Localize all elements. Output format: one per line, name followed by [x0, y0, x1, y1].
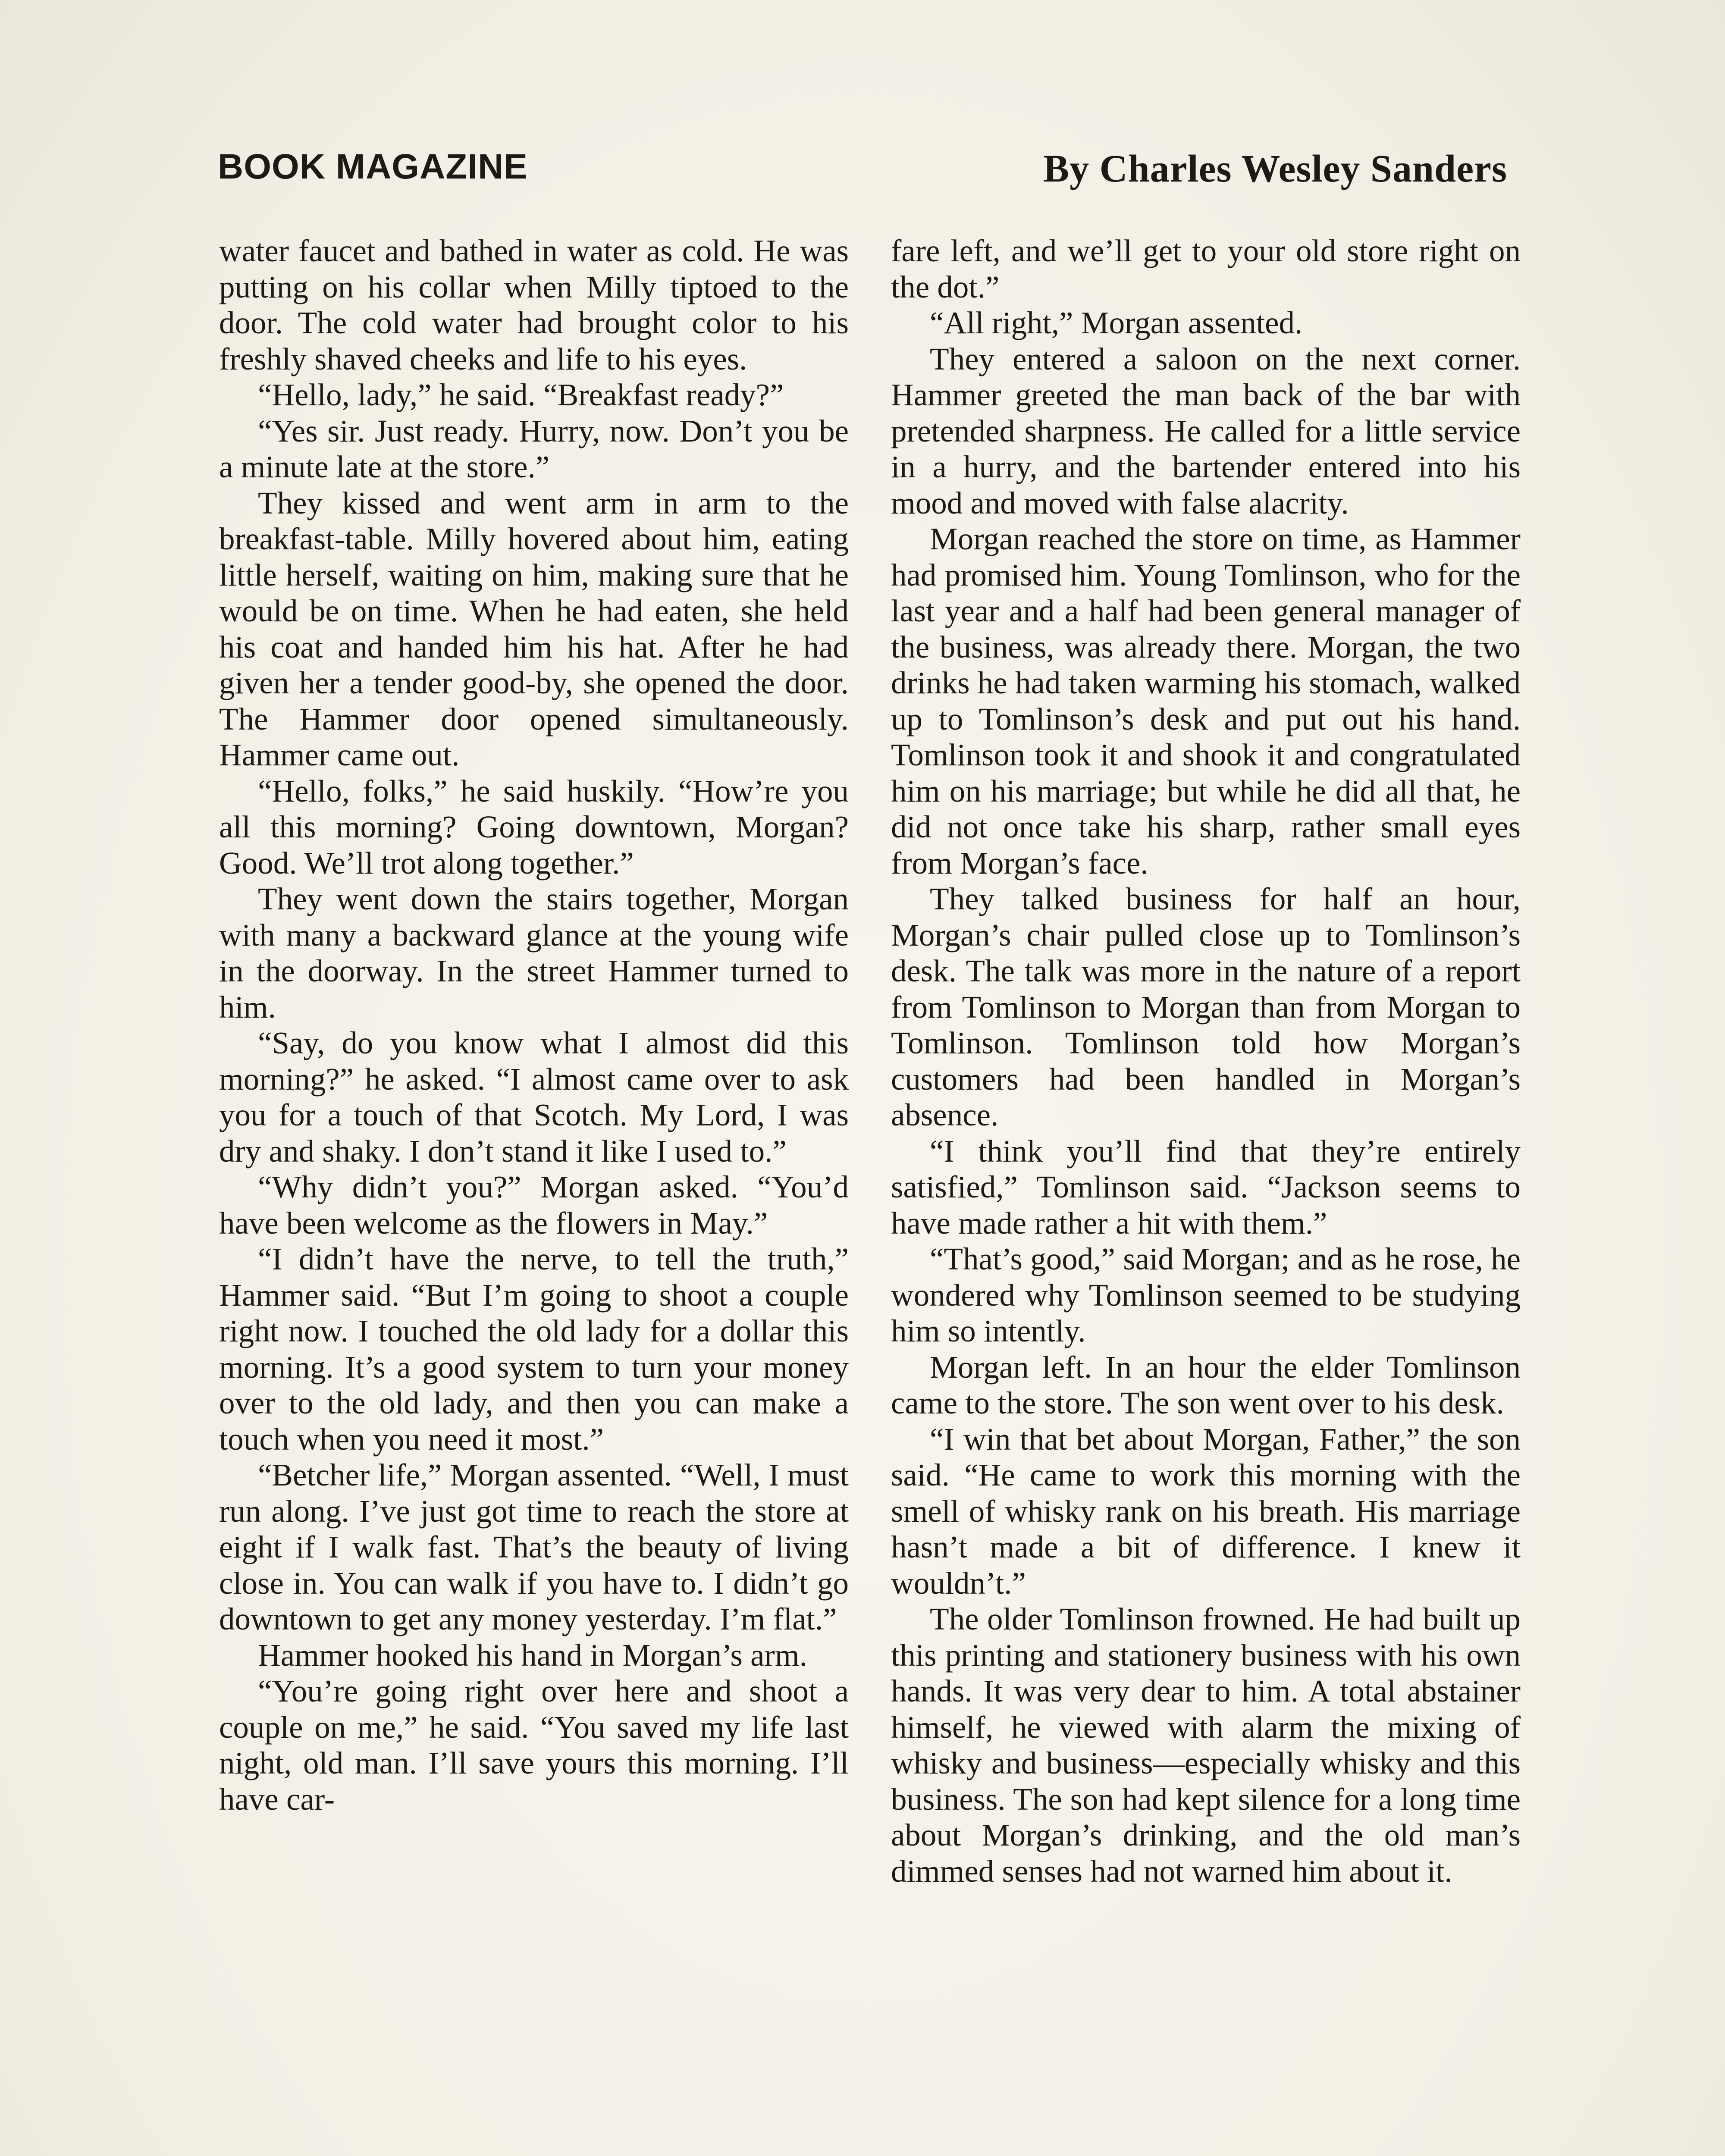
paragraph: “I didn’t have the nerve, to tell the truth,” Hammer said. “But I’m going to shoot a couple right now. I touched the old lady for a dollar this morning. It’s a good system to turn your money over to the old lady, and then you can make a touch when you need it most.” [219, 1241, 849, 1457]
paragraph: Morgan left. In an hour the elder Tomlinson came to the store. The son went over to his desk. [891, 1349, 1521, 1420]
paragraph: Morgan reached the store on time, as Hammer had promised him. Young Tomlinson, who for the last year and a half had been general manager of the business, was already there. Morgan, the two drinks he had taken warming his stomach, walked up to Tomlinson’s desk and put out his hand. Tomlinson took it and shook it and congratulated him on his marriage; but while he did all that, he did not once take his sharp, rather small eyes from Morgan’s face. [891, 521, 1521, 881]
paragraph: “That’s good,” said Morgan; and as he rose, he wondered why Tomlinson seemed to be studying him so intently. [891, 1241, 1521, 1348]
paragraph: “Say, do you know what I almost did this morning?” he asked. “I almost came over to ask you for a touch of that Scotch. My Lord, I was dry and shaky. I don’t stand it like I used to.” [219, 1025, 849, 1169]
running-head [218, 147, 1507, 194]
paragraph: “Hello, lady,” he said. “Breakfast ready?” [258, 377, 784, 412]
paragraph: “I win that bet about Morgan, Father,” the son said. “He came to work this morning with the smell of whisky rank on his breath. His marriage hasn’t made a bit of difference. I knew it wouldn’t.” [891, 1421, 1521, 1601]
paragraph: The older Tomlinson frowned. He had built up this printing and stationery business with his own hands. It was very dear to him. A total abstainer himself, he viewed with alarm the mixing of whisky and business—especially whisky and this business. The son had kept silence for a long time about Morgan’s drinking, and the old man’s dimmed senses had not warned him about it. [891, 1601, 1521, 1889]
magazine-title: BOOK MAGAZINE [218, 147, 528, 186]
paragraph: fare left, and we’ll get to your old store right on the dot.” [891, 233, 1521, 304]
paragraph: “I think you’ll find that they’re entirely satisfied,” Tomlinson said. “Jackson seems to have made rather a hit with them.” [891, 1133, 1521, 1241]
paragraph: “Why didn’t you?” Morgan asked. “You’d have been welcome as the flowers in May.” [219, 1169, 849, 1241]
paragraph: water faucet and bathed in water as cold. He was putting on his collar when Milly tiptoed to the door. The cold water had brought color to his freshly shaved cheeks and life to his eyes. [219, 233, 849, 376]
paragraph: “You’re going right over here and shoot a couple on me,” he said. “You saved my life last night, old man. I’ll save yours this morning. I’ll have car- [219, 1673, 849, 1817]
paragraph: They talked business for half an hour, Morgan’s chair pulled close up to Tomlinson’s desk. The talk was more in the nature of a report from Tomlinson to Morgan than from Morgan to Tomlinson. Tomlinson told how Morgan’s customers had been handled in Morgan’s absence. [891, 881, 1521, 1132]
paragraph: They entered a saloon on the next corner. Hammer greeted the man back of the bar with pretended sharpness. He called for a little service in a hurry, and the bartender entered into his mood and moved with false alacrity. [891, 341, 1521, 520]
paragraph: “Hello, folks,” he said huskily. “How’re you all this morning? Going downtown, Morgan? Good. We’ll trot along together.” [219, 773, 849, 881]
paragraph: “All right,” Morgan assented. [930, 305, 1303, 340]
left-column [219, 233, 849, 2156]
paragraph: “Betcher life,” Morgan assented. “Well, I must run along. I’ve just got time to reach the store at eight if I walk fast. That’s the beauty of living close in. You can walk if you have to. I didn’t go downtown to get any money yesterday. I’m flat.” [219, 1457, 849, 1636]
paragraph: They went down the stairs together, Morgan with many a backward glance at the young wife in the doorway. In the street Hammer turned to him. [219, 881, 849, 1025]
paragraph: “Yes sir. Just ready. Hurry, now. Don’t you be a minute late at the store.” [219, 413, 849, 484]
paragraph: They kissed and went arm in arm to the breakfast-table. Milly hovered about him, eating little herself, waiting on him, making sure that he would be on time. When he had eaten, she held his coat and handed him his hat. After he had given her a tender good-by, she opened the door. The Hammer door opened simultaneously. Hammer came out. [219, 485, 849, 772]
right-column [891, 233, 1521, 2156]
paragraph: Hammer hooked his hand in Morgan’s arm. [258, 1637, 807, 1673]
author-byline: By Charles Wesley Sanders [1043, 147, 1507, 190]
